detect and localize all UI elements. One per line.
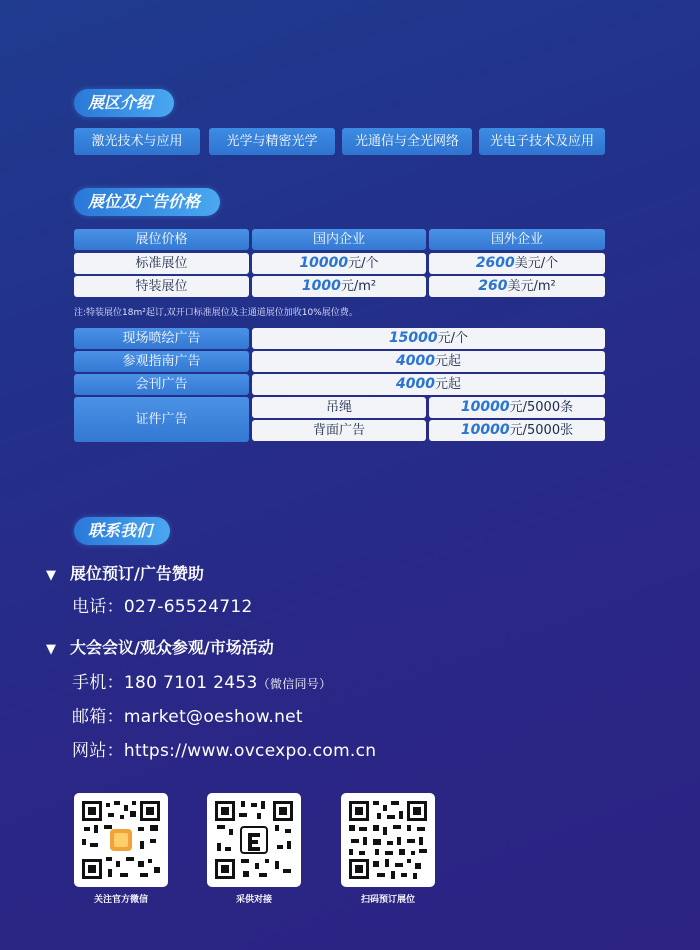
pricing-heading: 展位及广告价格 xyxy=(74,188,220,216)
website-label: 网站： xyxy=(72,741,124,761)
email-link[interactable]: market@oeshow.net xyxy=(123,707,303,727)
mobile-note: （微信同号） xyxy=(257,677,332,691)
qr-caption: 采供对接 xyxy=(235,895,272,905)
ad-row-price xyxy=(252,351,605,372)
qr-code-sourcing[interactable] xyxy=(207,793,301,887)
price-number: 260 xyxy=(478,278,508,294)
zone-tag-optical-comm: 光通信与全光网络 xyxy=(342,128,472,155)
website-line xyxy=(72,736,376,761)
badge-item-price xyxy=(429,397,605,418)
booth-row-foreign xyxy=(429,253,605,274)
price-unit: 元起 xyxy=(434,377,461,392)
qr-code-icon xyxy=(347,799,429,881)
mobile-line xyxy=(72,668,331,693)
booth-header-type: 展位价格 xyxy=(74,229,249,250)
price-number: 10000 xyxy=(460,422,510,438)
price-unit: 元/个 xyxy=(348,256,379,271)
contact-group-events xyxy=(46,635,274,658)
booth-header-foreign: 国外企业 xyxy=(429,229,605,250)
qr-code-booking[interactable] xyxy=(341,793,435,887)
price-unit: 元/个 xyxy=(437,331,469,346)
mobile-label: 手机： xyxy=(72,673,124,693)
price-unit: 元/5000条 xyxy=(509,400,574,415)
badge-item-name: 背面广告 xyxy=(252,420,426,441)
qr-code-wechat[interactable] xyxy=(74,793,168,887)
booth-header-domestic: 国内企业 xyxy=(252,229,426,250)
price-unit: 元起 xyxy=(434,354,461,369)
contact-group-title: 大会会议/观众参观/市场活动 xyxy=(70,638,274,657)
contact-group-booking xyxy=(46,561,204,584)
ad-row-label: 会刊广告 xyxy=(74,374,249,395)
qr-caption: 关注官方微信 xyxy=(93,895,148,905)
badge-item-price xyxy=(429,420,605,441)
zone-tag-optoelectronics: 光电子技术及应用 xyxy=(479,128,605,155)
chevron-down-icon: ▼ xyxy=(46,568,56,583)
booth-note: 注:特装展位18m²起订,双开口标准展位及主通道展位加收10%展位费。 xyxy=(74,308,358,318)
price-unit: 美元/个 xyxy=(514,256,559,271)
booth-row-domestic xyxy=(252,253,426,274)
booth-row-label: 标准展位 xyxy=(74,253,249,274)
zones-heading: 展区介绍 xyxy=(74,89,174,117)
price-number: 15000 xyxy=(388,330,438,346)
zone-tag-optics: 光学与精密光学 xyxy=(209,128,335,155)
qr-caption: 扫码预订展位 xyxy=(360,895,415,905)
phone-label: 电话： xyxy=(72,597,124,617)
ad-row-label: 参观指南广告 xyxy=(74,351,249,372)
phone-line xyxy=(72,592,253,617)
price-unit: 元/5000张 xyxy=(509,423,574,438)
booth-row-foreign xyxy=(429,276,605,297)
ad-row-price xyxy=(252,328,605,349)
price-unit: 元/m² xyxy=(340,279,377,294)
zone-tag-laser: 激光技术与应用 xyxy=(74,128,200,155)
ad-row-label: 现场喷绘广告 xyxy=(74,328,249,349)
mobile-number[interactable]: 180 7101 2453 xyxy=(123,673,258,693)
ad-row-price xyxy=(252,374,605,395)
price-number: 10000 xyxy=(299,255,349,271)
price-unit: 美元/m² xyxy=(507,279,556,294)
qr-code-icon xyxy=(80,799,162,881)
badge-ad-label: 证件广告 xyxy=(74,397,249,442)
qr-code-icon xyxy=(213,799,295,881)
price-number: 4000 xyxy=(396,353,435,369)
price-number: 4000 xyxy=(396,376,435,392)
website-link[interactable]: https://www.ovcexpo.com.cn xyxy=(123,741,377,761)
price-number: 2600 xyxy=(475,255,515,271)
contact-heading: 联系我们 xyxy=(74,517,170,545)
booth-row-domestic xyxy=(252,276,426,297)
contact-group-title: 展位预订/广告赞助 xyxy=(70,564,204,583)
email-label: 邮箱： xyxy=(72,707,124,727)
email-line xyxy=(72,702,303,727)
price-number: 1000 xyxy=(301,278,341,294)
phone-number[interactable]: 027-65524712 xyxy=(123,597,253,617)
chevron-down-icon: ▼ xyxy=(46,642,56,657)
price-number: 10000 xyxy=(460,399,510,415)
booth-row-label: 特装展位 xyxy=(74,276,249,297)
badge-item-name: 吊绳 xyxy=(252,397,426,418)
